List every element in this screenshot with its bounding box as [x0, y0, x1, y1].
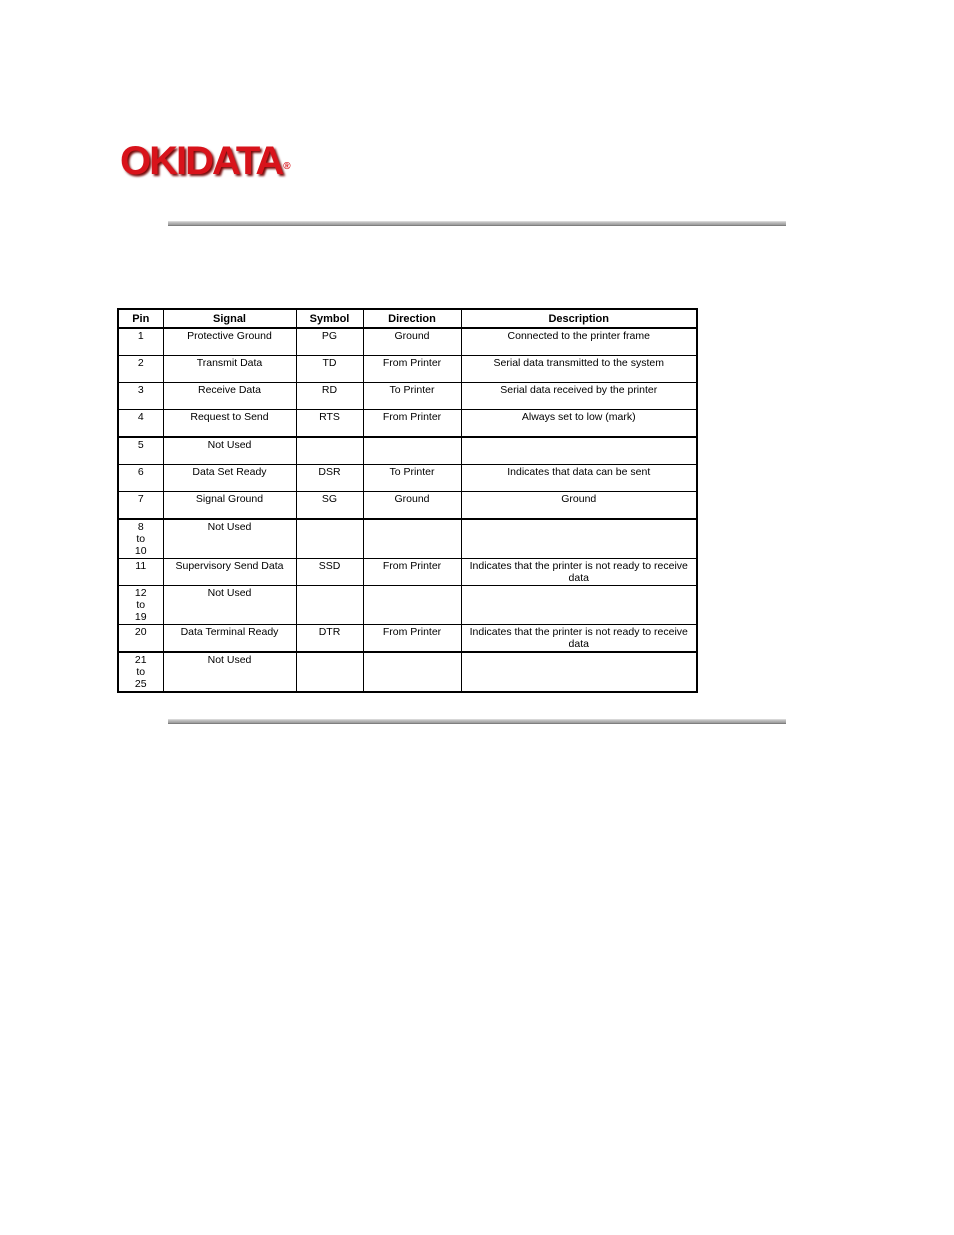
- top-divider: [168, 221, 786, 226]
- table-row: [118, 625, 697, 653]
- cell-symbol: SG: [296, 492, 363, 520]
- cell-direction: [363, 586, 461, 625]
- table-row: [118, 410, 697, 438]
- cell-description: Always set to low (mark): [461, 410, 697, 438]
- cell-pin: 20: [118, 625, 163, 653]
- cell-signal: Not Used: [163, 519, 296, 559]
- cell-description: Serial data received by the printer: [461, 383, 697, 410]
- cell-symbol: [296, 437, 363, 465]
- table-row: [118, 519, 697, 559]
- header-symbol: Symbol: [296, 309, 363, 328]
- cell-symbol: [296, 586, 363, 625]
- cell-pin: 2: [118, 356, 163, 383]
- header-pin: Pin: [118, 309, 163, 328]
- cell-direction: [363, 437, 461, 465]
- cell-symbol: [296, 519, 363, 559]
- cell-signal: Transmit Data: [163, 356, 296, 383]
- cell-symbol: RD: [296, 383, 363, 410]
- table-row: [118, 465, 697, 492]
- table-row: [118, 492, 697, 520]
- table-header-row: [118, 309, 697, 328]
- cell-description: [461, 519, 697, 559]
- cell-signal: Request to Send: [163, 410, 296, 438]
- cell-pin: 4: [118, 410, 163, 438]
- cell-description: [461, 652, 697, 692]
- cell-description: Indicates that data can be sent: [461, 465, 697, 492]
- cell-signal: Signal Ground: [163, 492, 296, 520]
- header-description: Description: [461, 309, 697, 328]
- table-row: [118, 356, 697, 383]
- cell-direction: [363, 519, 461, 559]
- cell-pin: 11: [118, 559, 163, 586]
- cell-symbol: PG: [296, 328, 363, 356]
- cell-symbol: [296, 652, 363, 692]
- cell-pin: 5: [118, 437, 163, 465]
- cell-direction: From Printer: [363, 356, 461, 383]
- cell-signal: Not Used: [163, 437, 296, 465]
- cell-description: [461, 586, 697, 625]
- cell-pin: 1: [118, 328, 163, 356]
- table-row: [118, 383, 697, 410]
- header-signal: Signal: [163, 309, 296, 328]
- table-row: [118, 652, 697, 692]
- cell-description: [461, 437, 697, 465]
- table-row: [118, 559, 697, 586]
- cell-direction: Ground: [363, 492, 461, 520]
- cell-description: Serial data transmitted to the system: [461, 356, 697, 383]
- cell-symbol: DTR: [296, 625, 363, 653]
- cell-signal: Not Used: [163, 652, 296, 692]
- cell-symbol: DSR: [296, 465, 363, 492]
- table-row: [118, 437, 697, 465]
- cell-signal: Not Used: [163, 586, 296, 625]
- pin-assignment-table: [117, 308, 698, 693]
- cell-signal: Data Set Ready: [163, 465, 296, 492]
- cell-description: Ground: [461, 492, 697, 520]
- cell-symbol: TD: [296, 356, 363, 383]
- cell-description: Connected to the printer frame: [461, 328, 697, 356]
- okidata-logo: [120, 138, 291, 184]
- cell-signal: Supervisory Send Data: [163, 559, 296, 586]
- cell-description: Indicates that the printer is not ready to receive data: [461, 625, 697, 653]
- cell-pin: 12 to 19: [118, 586, 163, 625]
- cell-symbol: RTS: [296, 410, 363, 438]
- cell-pin: 21 to 25: [118, 652, 163, 692]
- cell-direction: From Printer: [363, 559, 461, 586]
- cell-direction: From Printer: [363, 410, 461, 438]
- cell-pin: 8 to 10: [118, 519, 163, 559]
- cell-direction: To Printer: [363, 465, 461, 492]
- cell-direction: To Printer: [363, 383, 461, 410]
- table-row: [118, 328, 697, 356]
- bottom-divider: [168, 719, 786, 724]
- cell-direction: Ground: [363, 328, 461, 356]
- table-row: [118, 586, 697, 625]
- cell-direction: [363, 652, 461, 692]
- cell-direction: From Printer: [363, 625, 461, 653]
- cell-signal: Receive Data: [163, 383, 296, 410]
- cell-signal: Protective Ground: [163, 328, 296, 356]
- cell-pin: 6: [118, 465, 163, 492]
- logo-text: OKIDATA: [120, 139, 283, 183]
- cell-symbol: SSD: [296, 559, 363, 586]
- cell-description: Indicates that the printer is not ready to receive data: [461, 559, 697, 586]
- cell-signal: Data Terminal Ready: [163, 625, 296, 653]
- cell-pin: 7: [118, 492, 163, 520]
- registered-mark: ®: [283, 161, 291, 172]
- cell-pin: 3: [118, 383, 163, 410]
- header-direction: Direction: [363, 309, 461, 328]
